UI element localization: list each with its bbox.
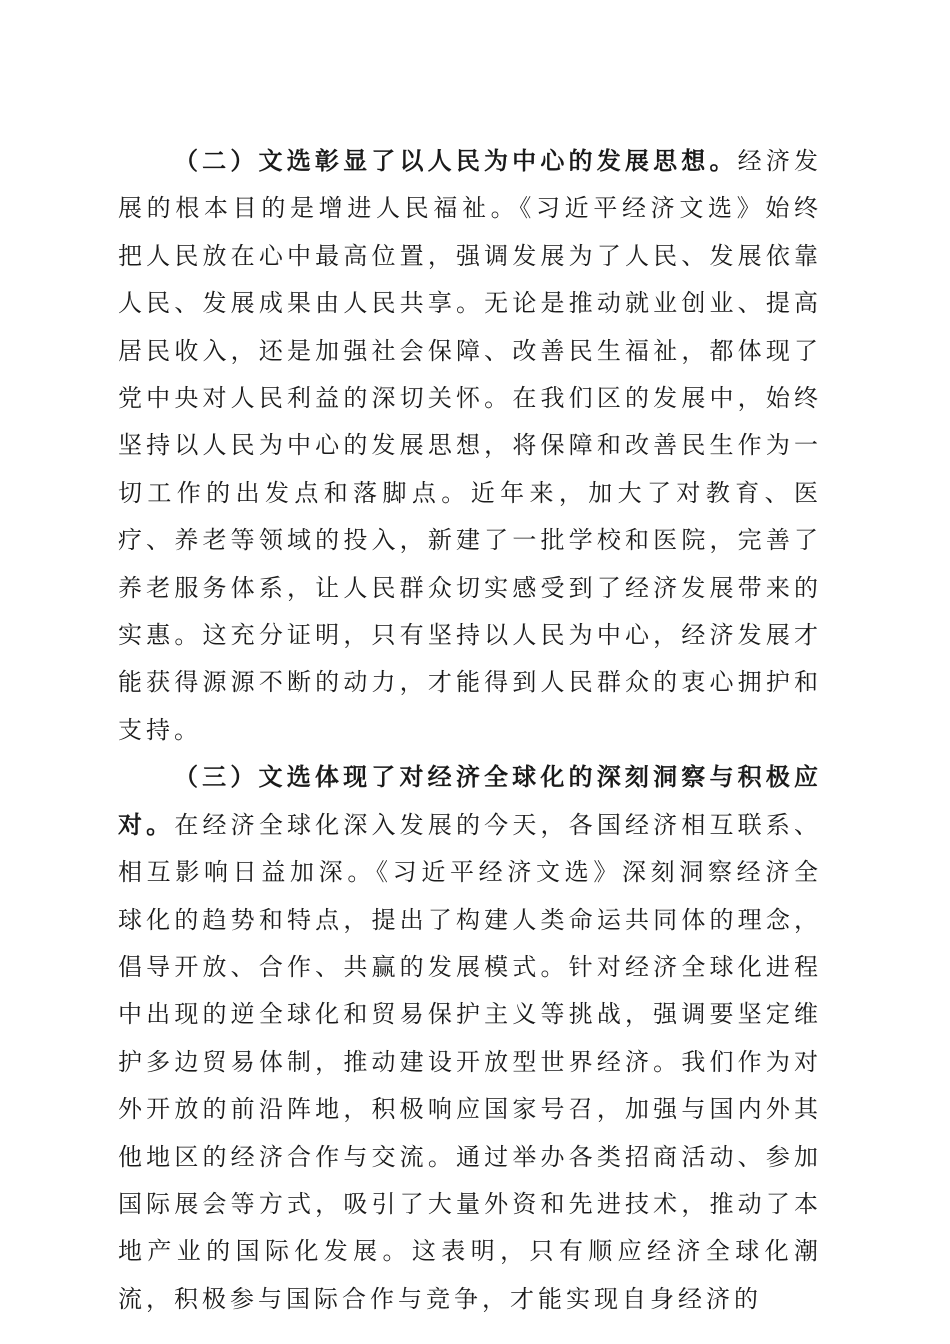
paragraph-two-heading: （二）文选彰显了以人民为中心的发展思想。 <box>174 147 738 175</box>
document-body <box>118 138 822 1323</box>
paragraph-three-text: 在经济全球化深入发展的今天，各国经济相互联系、相互影响日益加深。《习近平经济文选》深刻洞察经济全球化的趋势和特点，提出了构建人类命运共同体的理念，倡导开放、合作、共赢的发展模式。针对经济全球化进程中出现的逆全球化和贸易保护主义等挑战，强调要坚定维护多边贸易体制，推动建设开放型世界经济。我们作为对外开放的前沿阵地，积极响应国家号召，加强与国内外其他地区的经济合作与交流。通过举办各类招商活动、参加国际展会等方式，吸引了大量外资和先进技术，推动了本地产业的国际化发展。这表明，只有顺应经济全球化潮流，积极参与国际合作与竞争，才能实现自身经济的 <box>118 810 823 1313</box>
paragraph-three-heading: （三）文选体现了对经济全球化的深刻洞察与积极应对。 <box>118 763 822 839</box>
paragraph-two <box>118 138 822 754</box>
paragraph-three <box>118 754 822 1323</box>
paragraph-two-text: 经济发展的根本目的是增进人民福祉。《习近平经济文选》始终把人民放在心中最高位置，强调发展为了人民、发展依靠人民、发展成果由人民共享。无论是推动就业创业、提高居民收入，还是加强社会保障、改善民生福祉，都体现了党中央对人民利益的深切关怀。在我们区的发展中，始终坚持以人民为中心的发展思想，将保障和改善民生作为一切工作的出发点和落脚点。近年来，加大了对教育、医疗、养老等领域的投入，新建了一批学校和医院，完善了养老服务体系，让人民群众切实感受到了经济发展带来的实惠。这充分证明，只有坚持以人民为中心，经济发展才能获得源源不断的动力，才能得到人民群众的衷心拥护和支持。 <box>118 147 823 744</box>
